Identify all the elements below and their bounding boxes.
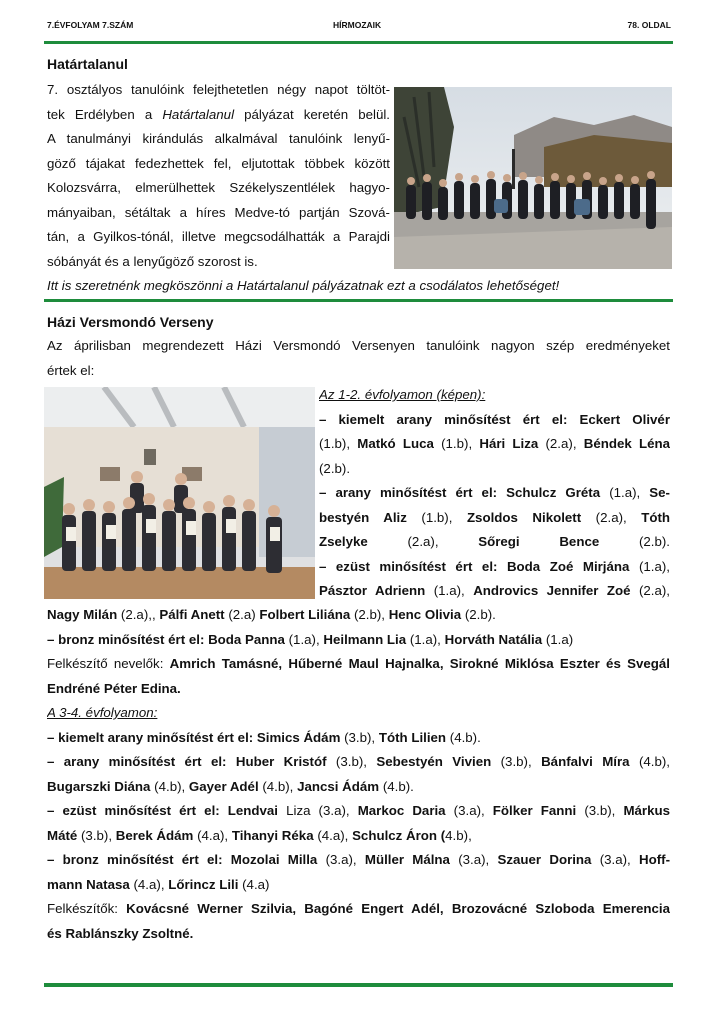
text-line: – bronz minősítést ért el: Boda Panna (1.a), Heilmann Lia (1.a), Horváth Natália (1.a) [47,631,574,647]
text-line: tán, a Gyilkos-tónál, illetve megcsodálhatták a Parajdi [47,229,390,244]
section1-text [47,78,390,274]
group-photo-erdely [394,87,672,269]
text-line: bestyén Aliz (1.b), Zsoldos Nikolett (2.a), Tóth [319,509,670,525]
thanks-text [47,274,673,299]
text-line: Zselyke (2.a), Sőregi Bence (2.b). [319,534,670,549]
section2-intro [47,334,670,383]
header-rule [44,41,673,44]
text-line: – bronz minősítést ért el: Mozolai Milla (3.a), Müller Málna (3.a), Szauer Dorina (3.a), Hoff- [47,852,670,867]
footer-rule [44,983,673,987]
text-line: sóbányát és a lenyűgöző szorost is. [47,253,258,269]
text-line: mányaiban, sétáltak a híres Medve-tó partján Szová- [47,204,390,220]
text-line: Pásztor Adrienn (1.a), Androvics Jennifer Zoé (2.a), [319,583,670,598]
text-line: – kiemelt arany minősítést ért el: Simics Ádám (3.b), Tóth Lilien (4.b). [47,729,481,745]
text-line: Felkészítő nevelők: Amrich Tamásné, Hűberné Maul Hajnalka, Sirokné Miklósa Eszter és Svegál [47,656,670,671]
text-line: (1.b), Matkó Luca (1.b), Hári Liza (2.a), Béndek Léna [319,436,670,451]
section-title-hatartalanul: Határtalanul [47,56,128,72]
text-line: Nagy Milán (2.a),, Pálfi Anett (2.a) Folbert Liliána (2.b), Henc Olivia (2.b). [47,607,496,622]
text-line: (2.b). [319,460,351,476]
text-line: – ezüst minősítést ért el: Boda Zoé Mirjána (1.a), [319,558,670,574]
g34-heading: A 3-4. évfolyamon: [47,705,158,720]
text-line: göző tájakat fedezhettek fel, eljutottak többek között [47,155,390,171]
section-title-versmondo: Házi Versmondó Verseny [47,314,214,330]
text-line: Kolozsvárra, elmerülhettek Székelyszentlélek hagyo- [47,180,390,195]
text-line: – arany minősítést ért el: Schulcz Gréta (1.a), Se- [319,485,670,500]
text-line: 7. osztályos tanulóink felejthetetlen négy napot töltöt- [47,82,390,97]
text-line: mann Natasa (4.a), Lőrincz Lili (4.a) [47,876,270,892]
text-line: – ezüst minősítést ért el: Lendvai Liza (3.a), Markoc Daria (3.a), Fölker Fanni (3.b), Márkus [47,803,670,818]
text-line: Máté (3.b), Berek Ádám (4.a), Tihanyi Réka (4.a), Schulcz Áron (4.b), [47,827,472,843]
group-photo-versmondo [44,387,315,599]
text-line: Bugarszki Diána (4.b), Gayer Adél (4.b), Jancsi Ádám (4.b). [47,778,414,794]
text-line: Az áprilisban megrendezett Házi Versmondó Versenyen tanulóink nagyon szép eredményeket [47,338,670,353]
g12-heading: Az 1-2. évfolyamon (képen): [319,387,486,402]
text-line: Endréné Péter Edina. [47,680,181,696]
results-continuation [47,603,670,946]
text-line: Felkészítők: Kovácsné Werner Szilvia, Bagóné Engert Adél, Brozovácné Szloboda Emerencia [47,901,670,916]
section-rule [44,299,673,302]
text-line: – arany minősítést ért el: Huber Kristóf (3.b), Sebestyén Vivien (3.b), Bánfalvi Míra (4.b), [47,754,670,769]
text-line: – kiemelt arany minősítést ért el: Eckert Olivér [319,411,670,427]
page-header [47,16,673,32]
page-number: 78. OLDAL [627,20,671,30]
thanks-line: Itt is szeretnénk megköszönni a Határtalanul pályázatnak ezt a csodálatos lehetőséget! [47,278,560,293]
issue-label: 7.ÉVFOLYAM 7.SZÁM [47,20,134,30]
text-line: és Rablánszky Zsoltné. [47,925,194,941]
text-line: tek Erdélyben a Határtalanul pályázat keretén belül. [47,106,390,122]
text-line: értek el: [47,362,95,378]
results-1-2-column [319,383,670,604]
text-line: A tanulmányi kirándulás alkalmával tanulóink lenyű- [47,131,390,146]
magazine-name: HÍRMOZAIK [333,20,382,30]
